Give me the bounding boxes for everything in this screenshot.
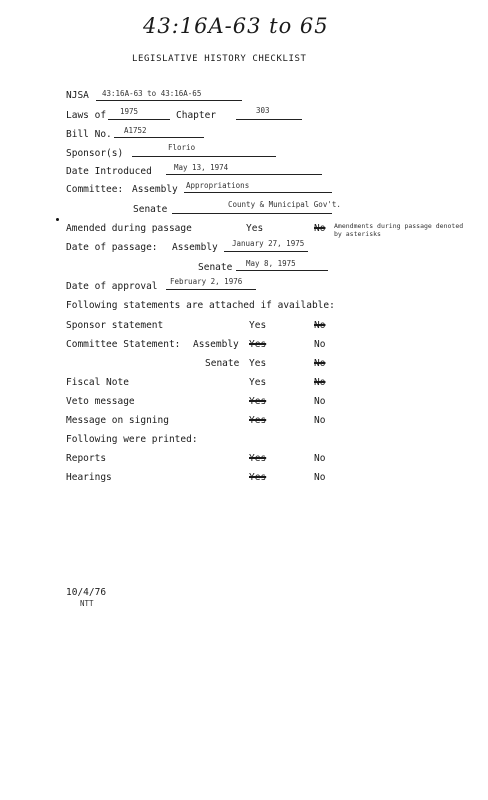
veto-message-label: Veto message — [66, 396, 135, 407]
bill-no-value: A1752 — [124, 126, 147, 135]
hearings-label: Hearings — [66, 472, 112, 483]
committee-label: Committee: — [66, 184, 124, 195]
passage-senate-value: May 8, 1975 — [246, 259, 296, 268]
statements-heading: Following statements are attached if available: — [66, 300, 335, 311]
reports-no: No — [314, 453, 326, 464]
veto-message-yes-struck: Yes — [249, 396, 267, 407]
message-on-signing-no: No — [314, 415, 326, 426]
date-introduced-line — [166, 174, 322, 175]
njsa-label: NJSA — [66, 90, 89, 101]
footer-date: 10/4/76 — [66, 587, 107, 598]
passage-senate-line — [236, 270, 328, 271]
fiscal-note-no-struck: No — [314, 377, 326, 388]
message-on-signing-yes-struck: Yes — [249, 415, 267, 426]
laws-of-label: Laws of — [66, 110, 107, 121]
page-title: LEGISLATIVE HISTORY CHECKLIST — [132, 54, 307, 64]
sponsor-statement-label: Sponsor statement — [66, 320, 164, 331]
printed-heading: Following were printed: — [66, 434, 198, 445]
sponsors-line — [132, 156, 276, 157]
committee-assembly-label: Assembly — [132, 184, 178, 195]
margin-mark — [56, 218, 59, 221]
date-of-approval-label: Date of approval — [66, 281, 158, 292]
veto-message-no: No — [314, 396, 326, 407]
date-introduced-value: May 13, 1974 — [174, 163, 229, 172]
bill-no-label: Bill No. — [66, 129, 112, 140]
hearings-yes-struck: Yes — [249, 472, 267, 483]
date-of-approval-line — [166, 289, 256, 290]
sponsor-statement-yes: Yes — [249, 320, 267, 331]
chapter-line — [236, 119, 302, 120]
committee-statement-assembly-label: Assembly — [193, 339, 239, 350]
amended-no-struck: No — [314, 223, 326, 234]
date-of-approval-value: February 2, 1976 — [170, 277, 243, 286]
committee-assembly-value: Appropriations — [186, 181, 250, 190]
passage-senate-label: Senate — [198, 262, 233, 273]
footer-initials: NTT — [80, 599, 94, 608]
committee-senate-label: Senate — [133, 204, 168, 215]
date-introduced-label: Date Introduced — [66, 166, 152, 177]
committee-statement-assembly-no: No — [314, 339, 326, 350]
njsa-value: 43:16A-63 to 43:16A-65 — [102, 89, 202, 98]
reports-yes-struck: Yes — [249, 453, 267, 464]
fiscal-note-label: Fiscal Note — [66, 377, 129, 388]
hearings-no: No — [314, 472, 326, 483]
committee-statement-senate-yes: Yes — [249, 358, 267, 369]
committee-statement-senate-label: Senate — [205, 358, 240, 369]
laws-of-value: 1975 — [120, 107, 139, 116]
passage-assembly-value: January 27, 1975 — [232, 239, 305, 248]
committee-assembly-line — [184, 192, 332, 193]
date-of-passage-label: Date of passage: — [66, 242, 158, 253]
sponsors-value: Florio — [168, 143, 196, 152]
message-on-signing-label: Message on signing — [66, 415, 169, 426]
reports-label: Reports — [66, 453, 107, 464]
handwritten-statute-number: 43:16A-63 to 65 — [143, 14, 329, 38]
committee-senate-value: County & Municipal Gov't. — [228, 200, 341, 209]
committee-statement-label: Committee Statement: — [66, 339, 181, 350]
sponsor-statement-no-struck: No — [314, 320, 326, 331]
laws-of-line — [108, 119, 170, 120]
amended-yes: Yes — [246, 223, 264, 234]
chapter-value: 303 — [256, 106, 270, 115]
bill-no-line — [114, 137, 204, 138]
committee-senate-line — [172, 213, 332, 214]
njsa-line — [96, 100, 242, 101]
passage-assembly-line — [224, 251, 308, 252]
sponsors-label: Sponsor(s) — [66, 148, 124, 159]
committee-statement-assembly-yes-struck: Yes — [249, 339, 267, 350]
chapter-label: Chapter — [176, 110, 217, 121]
amended-label: Amended during passage — [66, 223, 192, 234]
amended-note: Amendments during passage denoted by asterisks — [334, 222, 464, 238]
fiscal-note-yes: Yes — [249, 377, 267, 388]
passage-assembly-label: Assembly — [172, 242, 218, 253]
committee-statement-senate-no-struck: No — [314, 358, 326, 369]
